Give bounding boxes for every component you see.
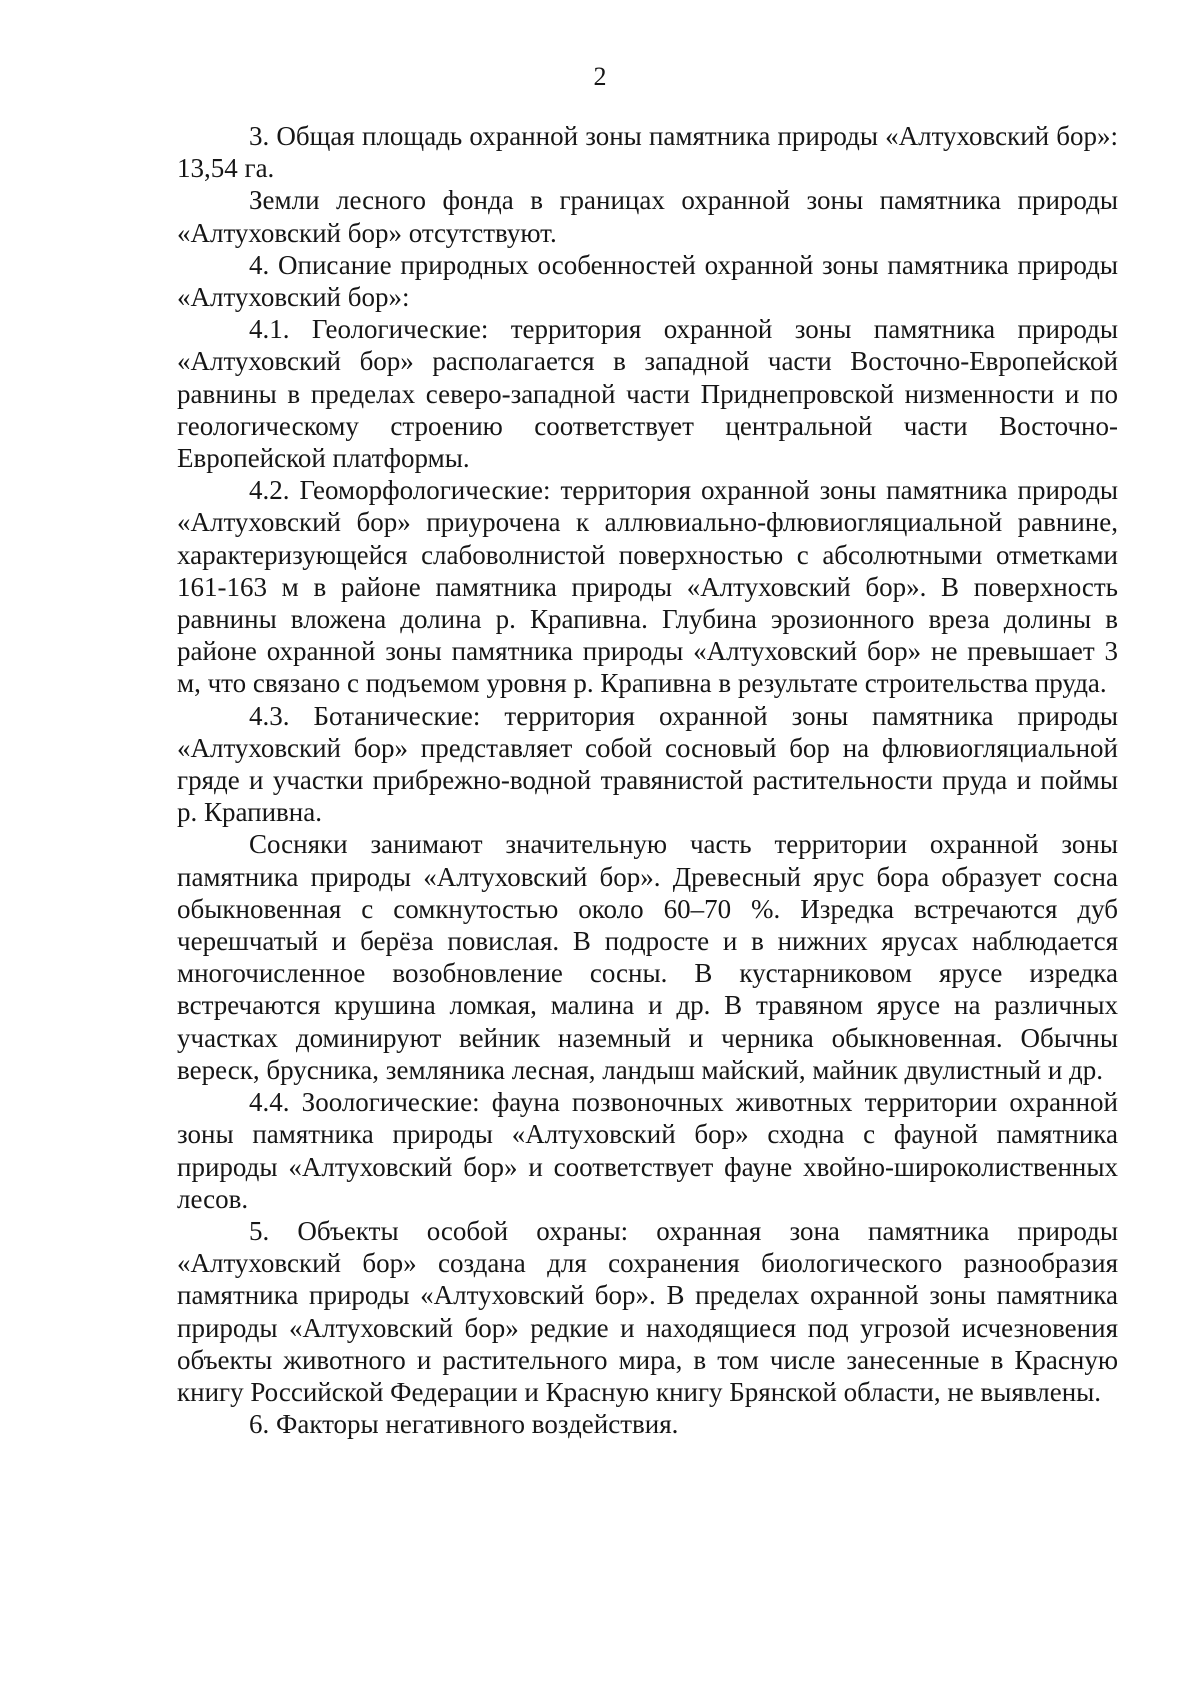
- paragraph-forest-fund-lands: Земли лесного фонда в границах охранной зоны памятника природы «Алтуховский бор» отсутствуют.: [177, 185, 1118, 248]
- paragraph-6-negative-factors: 6. Факторы негативного воздействия.: [249, 1409, 679, 1440]
- paragraph-4-3-botanical: 4.3. Ботанические: территория охранной зоны памятника природы «Алтуховский бор» представляет собой сосновый бор на флювиогляциальной гряде и участки прибрежно-водной травянистой растительности пруда и поймы р. Крапивна.: [177, 700, 1118, 828]
- paragraph-pine-forests: Сосняки занимают значительную часть территории охранной зоны памятника природы «Алтуховский бор». Древесный ярус бора образует сосна обыкновенная с сомкнутостью около 60–70 %. Изредка встречаются дуб черешчатый и берёза повислая. В подросте и в нижних ярусах наблюдается многочисленное возобновление сосны. В кустарниковом ярусе изредка встречаются крушина ломкая, малина и др. В травяном ярусе на различных участках доминируют вейник наземный и черника обыкновенная. Обычны вереск, брусника, земляника лесная, ландыш майский, майник двулистный и др.: [177, 829, 1118, 1085]
- paragraph-4-2-geomorphological: 4.2. Геоморфологические: территория охранной зоны памятника природы «Алтуховский бор» приурочена к аллювиально-флювиогляциальной равнине, характеризующейся слабоволнистой поверхностью с абсолютными отметками 161-163 м в районе памятника природы «Алтуховский бор». В поверхность равнины вложена долина р. Крапивна. Глубина эрозионного вреза долины в районе охранной зоны памятника природы «Алтуховский бор» не превышает 3 м, что связано с подъемом уровня р. Крапивна в результате строительства пруда.: [177, 475, 1118, 699]
- paragraph-4-natural-features: 4. Описание природных особенностей охранной зоны памятника природы «Алтуховский бор»:: [177, 249, 1118, 313]
- paragraph-4-4-zoological: 4.4. Зоологические: фауна позвоночных животных территории охранной зоны памятника природы «Алтуховский бор» сходна с фауной памятника природы «Алтуховский бор» и соответствует фауне хвойно-широколиственных лесов.: [177, 1087, 1118, 1214]
- page-number: 2: [593, 62, 607, 91]
- document-body: [177, 120, 1118, 1440]
- paragraph-4-1-geological: 4.1. Геологические: территория охранной зоны памятника природы «Алтуховский бор» располагается в западной части Восточно-Европейской равнины в пределах северо-западной части Приднепровской низменности и по геологическому строению соответствует центральной части Восточно-Европейской платформы.: [177, 314, 1118, 474]
- paragraph-3-total-area: 3. Общая площадь охранной зоны памятника природы «Алтуховский бор»: 13,54 га.: [177, 121, 1118, 184]
- paragraph-5-protected-objects: 5. Объекты особой охраны: охранная зона памятника природы «Алтуховский бор» создана для сохранения биологического разнообразия памятника природы «Алтуховский бор». В пределах охранной зоны памятника природы «Алтуховский бор» редкие и находящиеся под угрозой исчезновения объекты животного и растительного мира, в том числе занесенные в Красную книгу Российской Федерации и Красную книгу Брянской области, не выявлены.: [177, 1215, 1118, 1407]
